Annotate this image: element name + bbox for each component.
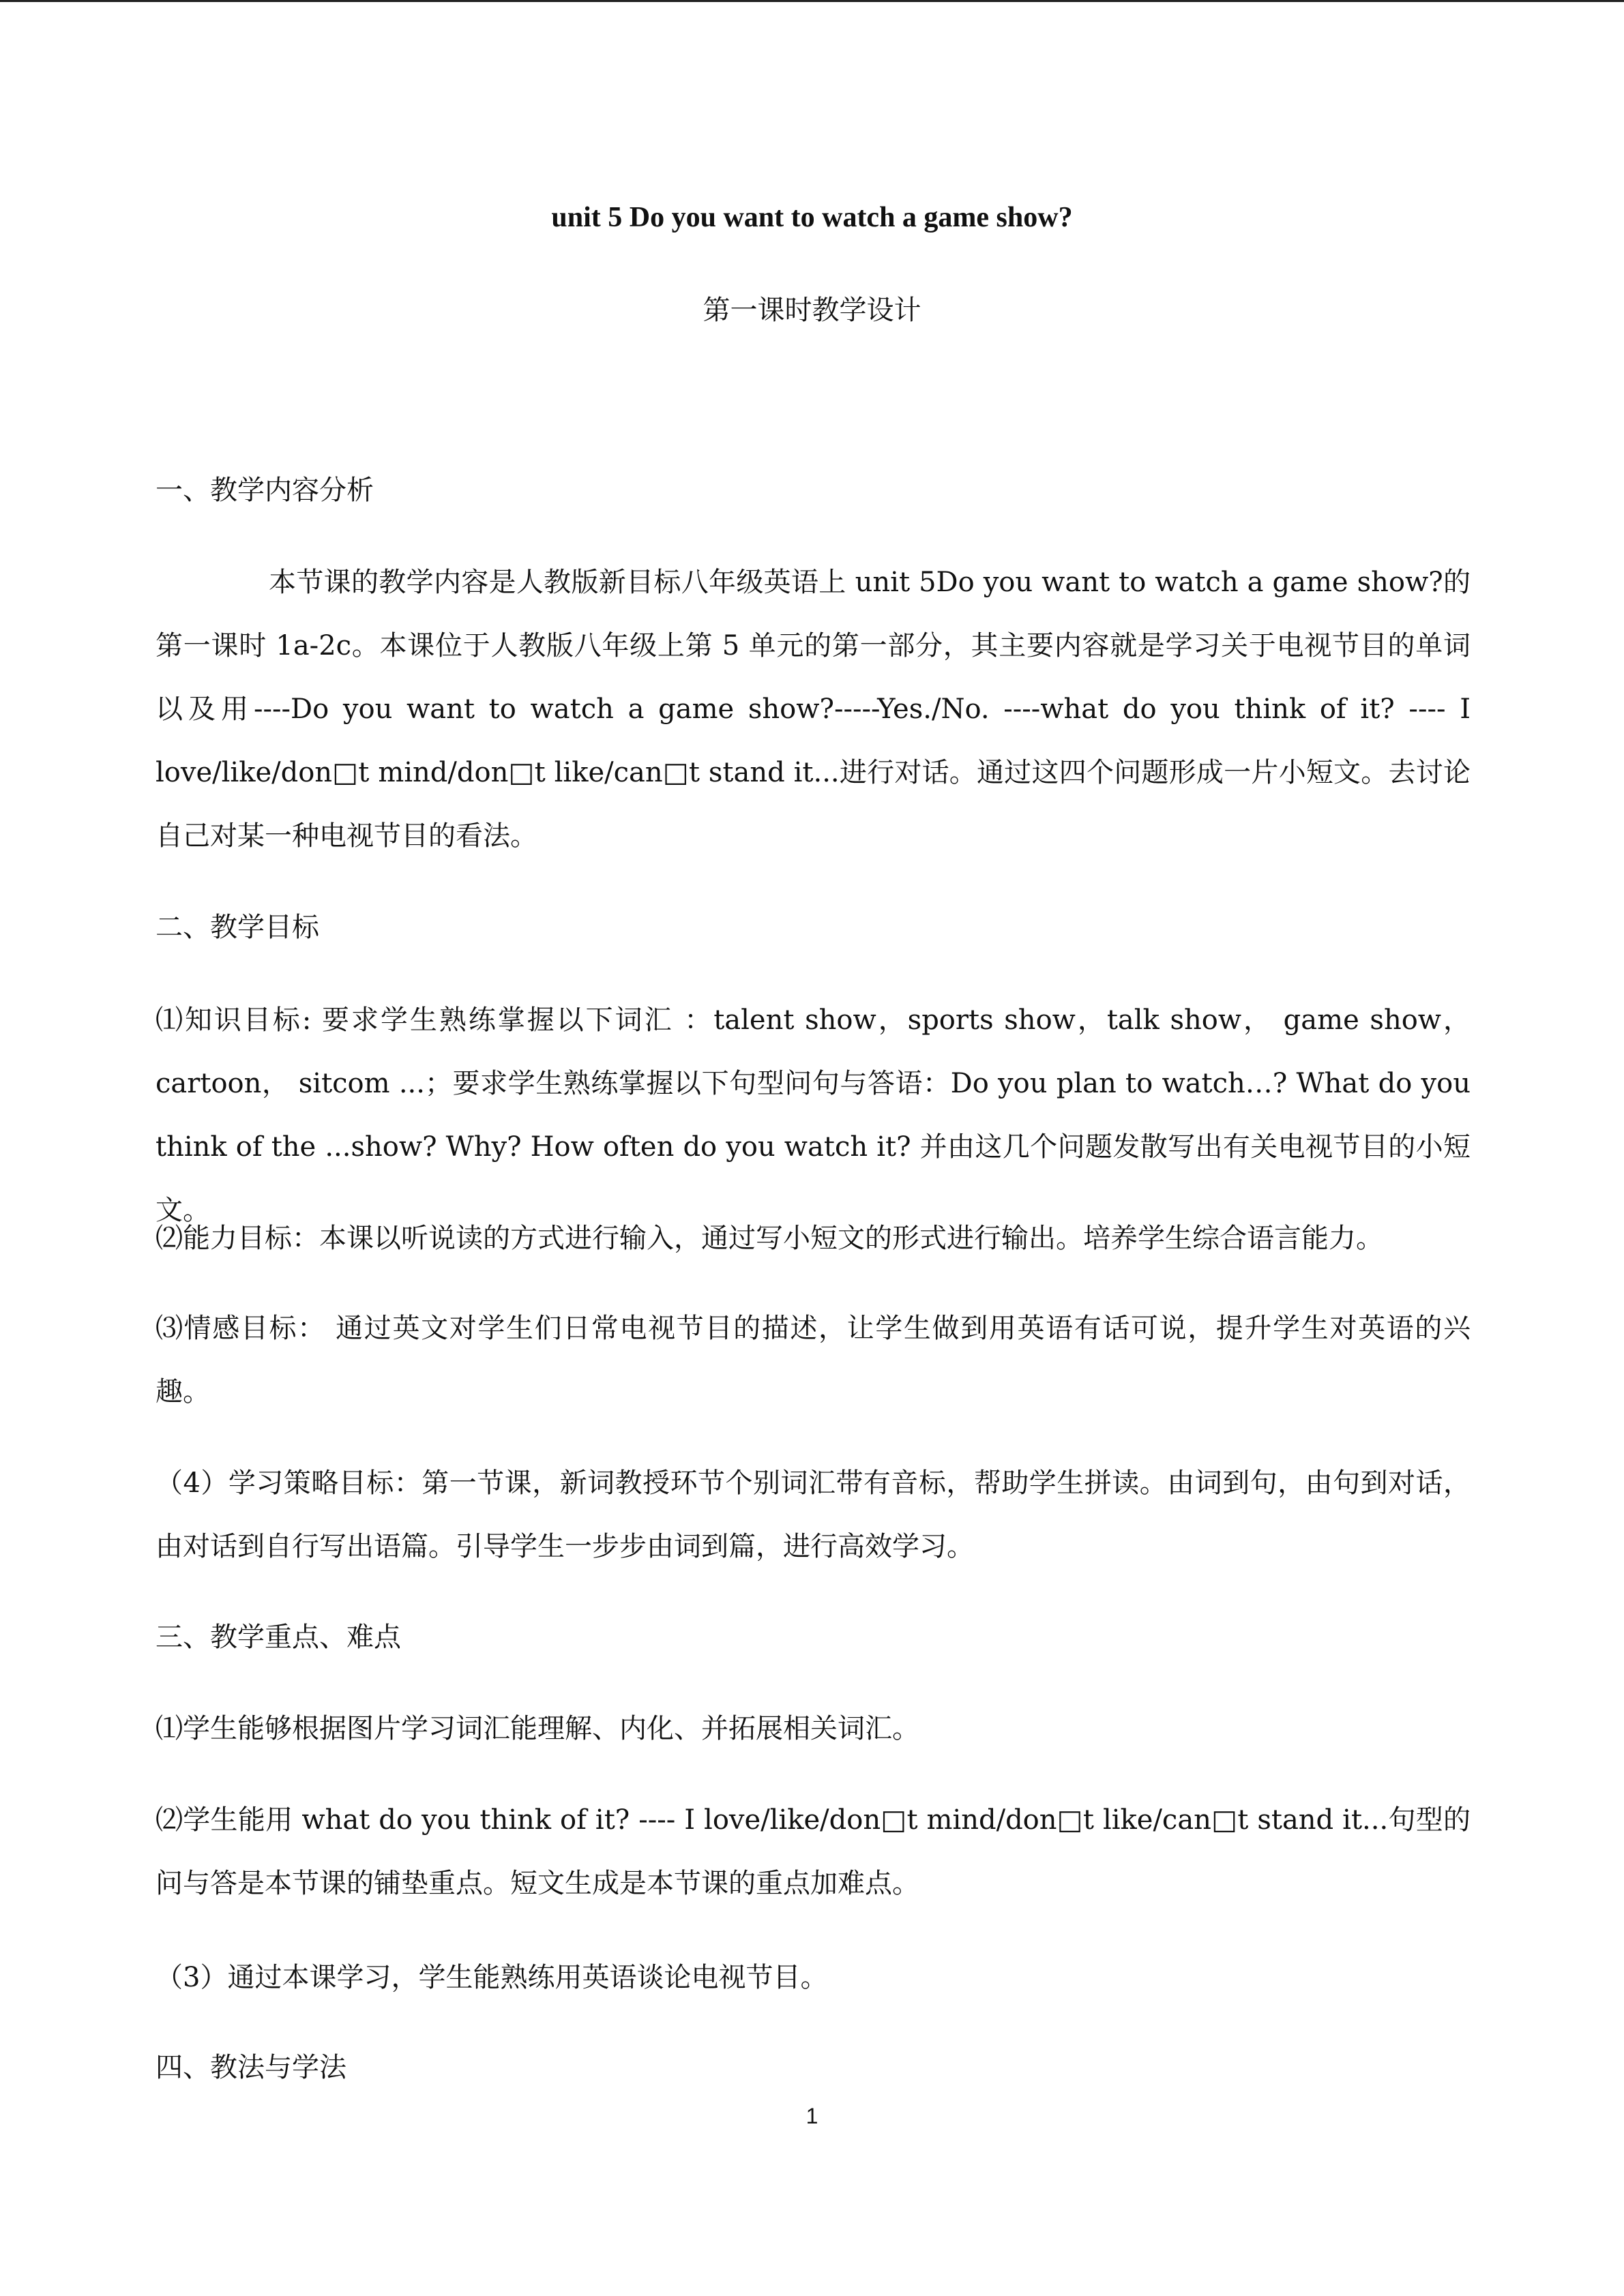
section-heading-key-points: 三、教学重点、难点 [156, 1622, 401, 1653]
paragraph-strategy-goal: （4）学习策略目标：第一节课，新词教授环节个别词汇带有音标，帮助学生拼读。由词到句，由句到对话，由对话到自行写出语篇。引导学生一步步由词到篇，进行高效学习。 [156, 1467, 1471, 1562]
paragraph-knowledge-goal: ⑴知识目标: 要求学生熟练掌握以下词汇 ：talent show，sports show，talk show， game show，cartoon， sitcom ...；要求学生熟练掌握以下句型问句与答语：Do you plan to watch…? What do you think of the ...show? Why? How often do you watch it? 并由这几个问题发散写出有关电视节目的小短文。 [156, 1004, 1471, 1226]
section-heading-teaching-goals: 二、教学目标 [156, 912, 319, 943]
page-number: 1 [806, 2104, 818, 2128]
document-subtitle: 第一课时教学设计 [703, 295, 921, 326]
section-heading-methods: 四、教法与学法 [156, 2052, 346, 2083]
paragraph-ability-goal: ⑵能力目标：本课以听说读的方式进行输入，通过写小短文的形式进行输出。培养学生综合语言能力。 [156, 1223, 1383, 1254]
paragraph-key-point-1: ⑴学生能够根据图片学习词汇能理解、内化、并拓展相关词汇。 [156, 1713, 919, 1744]
document-title: unit 5 Do you want to watch a game show? [551, 202, 1073, 233]
paragraph-content-analysis: 本节课的教学内容是人教版新目标八年级英语上 unit 5Do you want to watch a game show?的第一课时 1a-2c。本课位于人教版八年级上第 5 单元的第一部分，其主要内容就是学习关于电视节目的单词以及用----Do you want to watch a game show?-----Yes./No. ----what do you think of it? ---- I love/like/don□t mind/don□t like/can□t stand it...进行对话。通过这四个问题形成一片小短文。去讨论自己对某一种电视节目的看法。 [156, 567, 1471, 852]
paragraph-key-point-3: （3）通过本课学习，学生能熟练用英语谈论电视节目。 [156, 1962, 828, 1993]
paragraph-emotion-goal: ⑶情感目标： 通过英文对学生们日常电视节目的描述，让学生做到用英语有话可说，提升学生对英语的兴趣。 [156, 1313, 1471, 1407]
section-heading-content-analysis: 一、教学内容分析 [156, 475, 374, 506]
paragraph-key-point-2: ⑵学生能用 what do you think of it? ---- I love/like/don□t mind/don□t like/can□t stand it...句型的问与答是本节课的铺垫重点。短文生成是本节课的重点加难点。 [156, 1804, 1471, 1899]
